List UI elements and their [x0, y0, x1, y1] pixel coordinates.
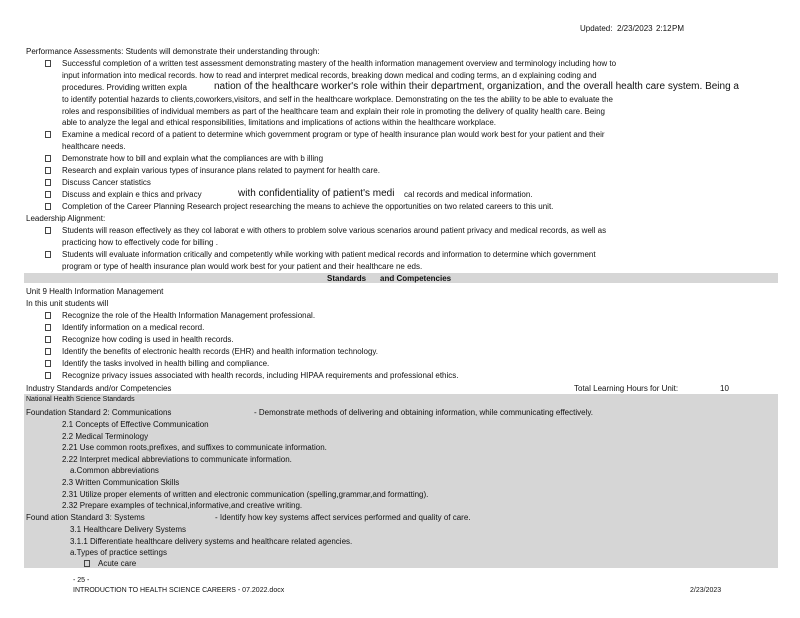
foundation-2-label: Foundation Standard 2: Communications	[26, 408, 172, 417]
leadership-item-1-line-1: Students will reason effectively as they col laborat e with others to problem solve various scenarios around patient privacy and medical records, as well as	[62, 226, 607, 235]
footer-date: 2/23/2023	[690, 587, 722, 594]
f2-item: 2.21 Use common roots,prefixes, and suffixes to communicate information.	[62, 443, 327, 452]
performance-item-6-tail: cal records and medical information.	[404, 190, 533, 199]
foundation-3-desc: - Identify how key systems affect services performed and quality of care.	[215, 513, 471, 522]
performance-item-1-line-5: roles and responsibilities of individual members as part of the healthcare team and explain their role in promoting the delivery of quality health care. Being	[62, 107, 605, 116]
unit-item: Identify the benefits of electronic health records (EHR) and health information technology.	[62, 347, 379, 356]
bullet-icon	[45, 227, 51, 234]
foundation-2-desc: - Demonstrate methods of delivering and obtaining information, while communicating effectively.	[254, 408, 593, 417]
performance-item-1-line-1: Successful completion of a written test assessment demonstrating mastery of the health information management overview and terminology including how to	[62, 59, 617, 68]
standards-bar-left: Standards	[327, 274, 367, 283]
unit-intro: In this unit students will	[26, 299, 109, 308]
bullet-icon	[45, 131, 51, 138]
bullet-icon	[45, 167, 51, 174]
bullet-icon	[84, 560, 90, 567]
f3-item: a.Types of practice settings	[70, 548, 167, 557]
leadership-item-2-line-2: program or type of health insurance plan would work best for your patient and their healthcare ne eds.	[62, 262, 423, 271]
performance-item-3: Demonstrate how to bill and explain what the compliances are with b illing	[62, 154, 324, 163]
bullet-icon	[45, 324, 51, 331]
performance-item-6-large-text: with confidentiality of patient's medi	[238, 188, 395, 199]
bullet-icon	[45, 372, 51, 379]
document-name: INTRODUCTION TO HEALTH SCIENCE CAREERS - 07.2022.docx	[73, 587, 285, 594]
total-hours-value: 10	[720, 384, 729, 393]
total-hours-label: Total Learning Hours for Unit:	[574, 384, 679, 393]
bullet-icon	[45, 312, 51, 319]
f2-item: 2.31 Utilize proper elements of written and electronic communication (spelling,grammar,and formatting).	[62, 490, 429, 499]
leadership-item-1-line-2: practicing how to effectively code for billing .	[62, 238, 218, 247]
national-heading: National Health Science Standards	[26, 396, 135, 403]
bullet-icon	[45, 179, 51, 186]
bullet-icon	[45, 348, 51, 355]
bullet-icon	[45, 360, 51, 367]
unit-item: Recognize how coding is used in health records.	[62, 335, 234, 344]
leadership-item-2-line-1: Students will evaluate information critically and competently while working with patient medical records and information to determine which government	[62, 250, 596, 259]
bullet-icon	[45, 336, 51, 343]
updated-date: 2/23/2023	[617, 24, 653, 33]
standards-bar-right: and Competencies	[380, 274, 452, 283]
bullet-icon	[45, 60, 51, 67]
performance-item-1-line-6: able to analyze the legal and ethical responsibilities, limitations and implications of actions within the healthcare workplace.	[62, 118, 497, 127]
performance-item-7: Completion of the Career Planning Research project researching the means to achieve the opportunities on two related careers to this unit.	[62, 202, 554, 211]
leadership-heading: Leadership Alignment:	[26, 214, 106, 223]
unit-item: Recognize the role of the Health Information Management professional.	[62, 311, 316, 320]
bullet-icon	[45, 155, 51, 162]
f3-item: 3.1.1 Differentiate healthcare delivery systems and healthcare related agencies.	[70, 537, 353, 546]
industry-standards-label: Industry Standards and/or Competencies	[26, 384, 172, 393]
unit-item: Recognize privacy issues associated with health records, including HIPAA requirements and professional ethics.	[62, 371, 459, 380]
f2-item: 2.22 Interpret medical abbreviations to communicate information.	[62, 455, 292, 464]
updated-time: 2:12	[656, 24, 672, 33]
bullet-icon	[45, 203, 51, 210]
bullet-icon	[45, 191, 51, 198]
f2-item: 2.2 Medical Terminology	[62, 432, 149, 441]
f2-item: 2.3 Written Communication Skills	[62, 478, 180, 487]
unit-title: Unit 9 Health Information Management	[26, 287, 164, 296]
performance-item-2-line-2: healthcare needs.	[62, 142, 126, 151]
performance-item-1-line-3: procedures. Providing written expla	[62, 83, 187, 92]
updated-label: Updated:	[580, 24, 613, 33]
performance-item-1-large-text: nation of the healthcare worker's role within their department, organization, and the overall health care system. Being a	[214, 81, 739, 92]
performance-heading: Performance Assessments: Students will demonstrate their understanding through:	[26, 47, 320, 56]
performance-item-4: Research and explain various types of insurance plans related to payment for health care.	[62, 166, 380, 175]
f3-item: Acute care	[98, 559, 137, 568]
foundation-3-label: Found ation Standard 3: Systems	[26, 513, 145, 522]
f2-item: 2.1 Concepts of Effective Communication	[62, 420, 209, 429]
performance-item-2-line-1: Examine a medical record of a patient to determine which government program or type of health insurance plan would work best for your patient and their	[62, 130, 605, 139]
unit-item: Identify the tasks involved in health billing and compliance.	[62, 359, 270, 368]
performance-item-5: Discuss Cancer statistics	[62, 178, 151, 187]
performance-item-1-line-2: input information into medical records. how to read and interpret medical records, breaking down medical and coding terms, an d explaining coding and	[62, 71, 597, 80]
bullet-icon	[45, 251, 51, 258]
performance-item-1-line-4: to identify potential hazards to clients,coworkers,visitors, and self in the healthcare workplace. Demonstrating on the tes the ability to be able to evaluate the	[62, 95, 613, 104]
f2-item: 2.32 Prepare examples of technical,informative,and creative writing.	[62, 501, 303, 510]
performance-item-6: Discuss and explain e thics and privacy	[62, 190, 202, 199]
page-number: - 25 -	[73, 577, 90, 584]
f2-item: a.Common abbreviations	[70, 466, 159, 475]
f3-item: 3.1 Healthcare Delivery Systems	[70, 525, 187, 534]
unit-item: Identify information on a medical record.	[62, 323, 205, 332]
updated-ampm: PM	[672, 24, 684, 33]
